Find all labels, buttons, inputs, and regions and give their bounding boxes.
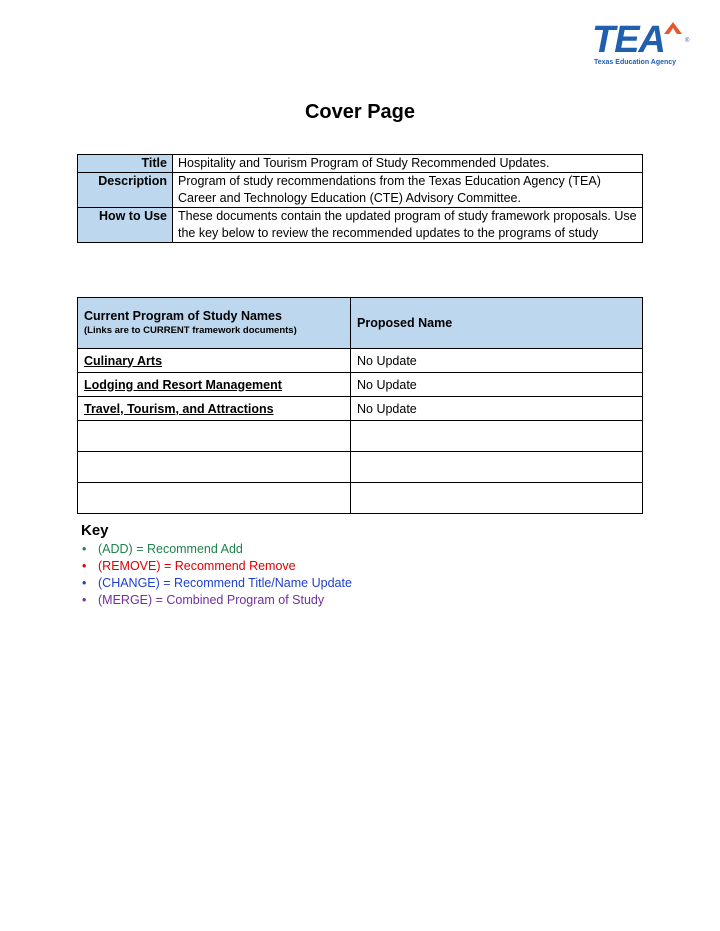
info-value: These documents contain the updated program of study framework proposals. Use the key below to review the recommended updates to the programs of study [173, 208, 643, 243]
proposed-name: No Update [351, 397, 643, 421]
key-item-add [81, 541, 352, 558]
key-item-text: (REMOVE) = Recommend Remove [98, 559, 296, 573]
program-table [77, 297, 643, 514]
key-item-text: (ADD) = Recommend Add [98, 542, 243, 556]
empty-cell [78, 452, 351, 483]
empty-cell [78, 421, 351, 452]
info-row-description [78, 173, 643, 208]
logo-roof-icon [662, 20, 684, 34]
key-item-merge [81, 592, 352, 609]
empty-cell [351, 483, 643, 514]
key-title: Key [81, 522, 109, 539]
header-current-note: (Links are to CURRENT framework documents) [84, 325, 297, 336]
empty-row [78, 421, 643, 452]
info-value: Program of study recommendations from the Texas Education Agency (TEA) Career and Technology Education (CTE) Advisory Committee. [173, 173, 643, 208]
bullet-icon: • [82, 593, 87, 607]
header-current-program [78, 298, 351, 349]
empty-cell [351, 421, 643, 452]
program-link[interactable]: Travel, Tourism, and Attractions [78, 397, 351, 421]
table-row [78, 349, 643, 373]
key-item-change [81, 575, 352, 592]
info-value: Hospitality and Tourism Program of Study Recommended Updates. [173, 155, 643, 173]
info-row-title [78, 155, 643, 173]
program-link[interactable]: Culinary Arts [78, 349, 351, 373]
bullet-icon: • [82, 559, 87, 573]
key-item-remove [81, 558, 352, 575]
program-table-header [78, 298, 643, 349]
proposed-name: No Update [351, 373, 643, 397]
proposed-name: No Update [351, 349, 643, 373]
header-current-label: Current Program of Study Names [84, 309, 282, 323]
bullet-icon: • [82, 576, 87, 590]
key-item-text: (CHANGE) = Recommend Title/Name Update [98, 576, 352, 590]
info-table [77, 154, 643, 243]
page-title: Cover Page [304, 101, 416, 123]
table-row [78, 397, 643, 421]
logo-text: TEA [592, 19, 665, 61]
program-link[interactable]: Lodging and Resort Management [78, 373, 351, 397]
table-row [78, 373, 643, 397]
logo-registered-mark: ® [685, 38, 690, 44]
key-list [81, 541, 352, 609]
logo-subtitle: Texas Education Agency [594, 59, 677, 66]
info-label: Title [78, 155, 173, 173]
key-section [81, 521, 352, 609]
empty-row [78, 483, 643, 514]
empty-row [78, 452, 643, 483]
empty-cell [78, 483, 351, 514]
info-row-how-to-use [78, 208, 643, 243]
info-label: Description [78, 173, 173, 208]
info-label: How to Use [78, 208, 173, 243]
bullet-icon: • [82, 542, 87, 556]
tea-logo [592, 20, 692, 70]
key-item-text: (MERGE) = Combined Program of Study [98, 593, 325, 607]
empty-cell [351, 452, 643, 483]
header-proposed-name: Proposed Name [351, 298, 643, 349]
